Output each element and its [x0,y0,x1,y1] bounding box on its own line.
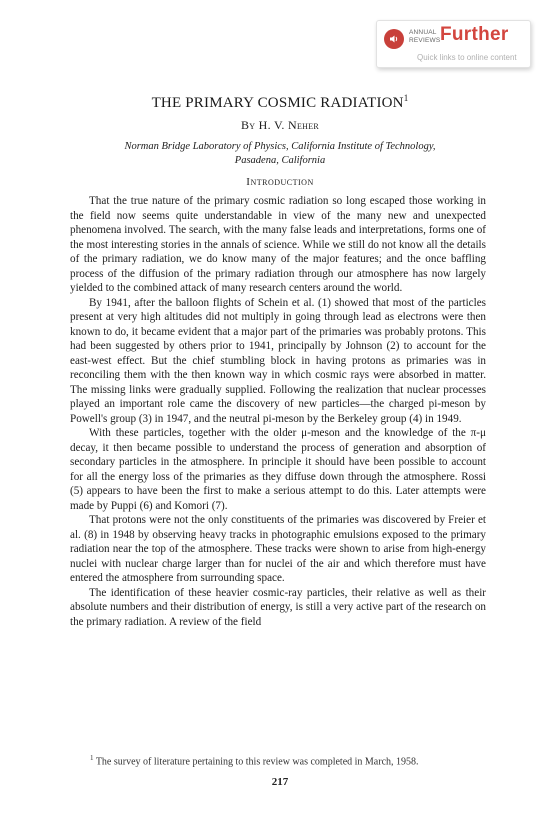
body-paragraph-1: That the true nature of the primary cosmic radiation so long escaped those working in the field now seems quite understandable in view of the many new and unexpected phenomena involved. The search, with the many false leads and interpretations, forms one of the most interesting stories in the annals of science. While we still do not know all the details of the primary radiation, we do know many of the major features; and the once baffling process of the diffusion of the primary radiation through our atmosphere has now largely yielded to the combined attack of many research centers around the world. [70,195,486,294]
badge-line-reviews: REVIEWS [409,36,441,44]
body-paragraph-4: That protons were not the only constituents of the primaries was discovered by Freier et al. (8) in 1948 by observing heavy tracks in photographic emulsions exposed to the primary radiation near the top of the atmosphere. These tracks were shown to arise from high-energy nuclei with nuclear charge larger than for nuclei of the air and which therefore must have entered the atmosphere from surrounding space. [70,514,486,584]
body-paragraph-5: The identification of these heavier cosmic-ray particles, their relative as well as their absolute numbers and their distribution of energy, is still a very active part of the research on the primary radiation. A review of the field [70,586,486,628]
author-affiliation [60,140,500,167]
title-text: THE PRIMARY COSMIC RADIATION [151,95,404,111]
page-number: 217 [271,776,289,788]
footnote [90,754,510,767]
body-paragraph-2: By 1941, after the balloon flights of Schein et al. (1) showed that most of the particles present at very high altitudes did not multiply in going through lead as electrons were then known to do, it became evident that a major part of the primaries was probably protons. This had been suggested by others prior to 1941, principally by Johnson (2) to account for the east-west effect. But the chief stumbling block in having protons as primaries was in reconciling them with the then known way in which cosmic rays were absorbed in matter. The missing links were gradually supplied. Following the realization that nuclear processes played an important role came the discovery of new particles—the charged pi-meson by Powell's group (3) in 1947, and the neutral pi-meson by the Berkeley group (4) in 1949. [70,296,486,425]
badge-line-annual: ANNUAL [409,29,437,36]
article-title [0,93,560,112]
body-paragraph-3: With these particles, together with the older μ-meson and the knowledge of the π-μ decay, it then became possible to understand the process of generation and absorption of secondary particles in the atmosphere. In principle it should have been possible to account for all the energy loss of the primaries as they diffuse down through the atmosphere. Rossi (5) appears to have been the first to make a serious attempt to do this. Later attempts were made by Puppi (6) and Komori (7). [70,427,486,512]
affiliation-line-2: Pasadena, California [234,154,326,166]
title-footnote-mark: 1 [403,93,409,103]
affiliation-line-1: Norman Bridge Laboratory of Physics, California Institute of Technology, [124,141,436,152]
further-brand: Further [440,24,509,45]
section-heading-introduction: Introduction [246,176,314,188]
footnote-mark: 1 [90,754,94,762]
author-byline: By H. V. Neher [240,118,320,132]
further-badge[interactable] [376,20,531,68]
footnote-text: The survey of literature pertaining to this review was completed in March, 1958. [95,756,419,768]
article-body [70,194,486,629]
annual-reviews-label [409,29,440,44]
further-tagline-link[interactable]: Quick links to online content [417,53,517,62]
speaker-icon [384,29,404,49]
